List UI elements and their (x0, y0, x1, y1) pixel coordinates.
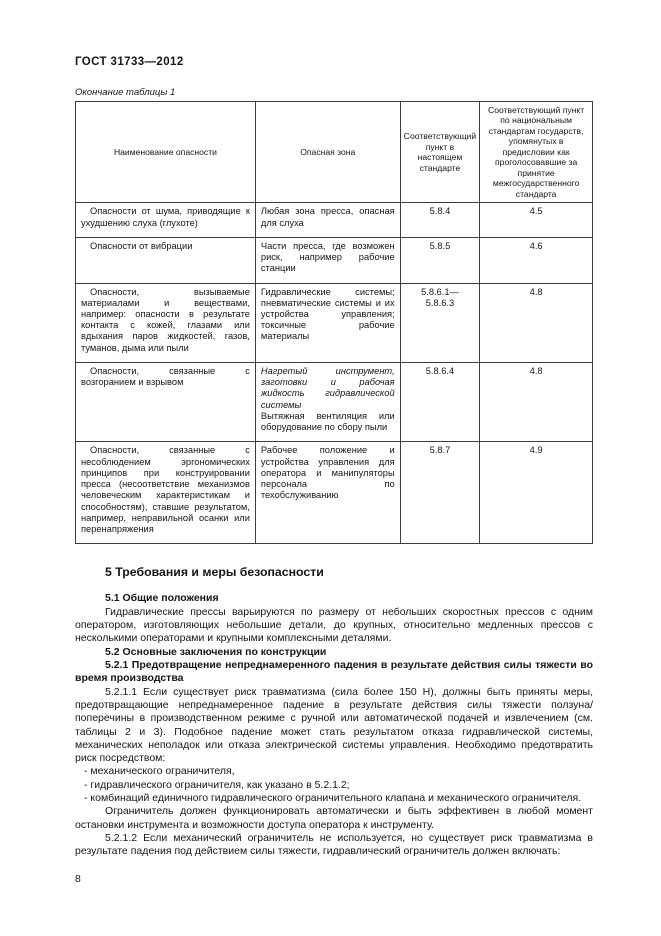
list-item-hydraulic-limiter: - гидравлического ограничителя, как указано в 5.2.1.2; (84, 778, 350, 791)
standard-number-heading: ГОСТ 31733—2012 (75, 56, 184, 68)
clause-cell: 5.8.6.1— 5.8.6.3 (400, 283, 480, 362)
table-row (76, 237, 593, 283)
clause-cell: 5.8.4 (400, 203, 480, 237)
section-5-title: 5 Требования и меры безопасности (105, 565, 324, 580)
table-row (76, 203, 593, 237)
zone-cell (255, 362, 400, 441)
national-clause-cell: 4.5 (480, 203, 593, 237)
national-clause-cell: 4.9 (480, 442, 593, 544)
list-item-combined-limiter: - комбинаций единичного гидравлического ограничительного клапана и механического ограничителя. (84, 792, 582, 805)
col-header-national-clause: Соответствующий пункт по национальным стандартам государств, упомянутых в предисловии как проголосовавшие за принятие межгосударственного стандарта (480, 102, 593, 203)
national-clause-cell: 4.8 (480, 283, 593, 362)
subsection-5-1-title: 5.1 Общие положения (105, 592, 219, 605)
hazard-cell: Опасности от шума, приводящие к ухудшению слуха (глухоте) (76, 203, 256, 237)
hazards-table (75, 101, 593, 544)
table-caption: Окончание таблицы 1 (75, 87, 176, 98)
paragraph-5-2-1-2: 5.2.1.2 Если механический ограничитель не используется, но существует риск травматизма в результате падения под действием силы тяжести, гидравлический ограничитель должен включать: (75, 832, 593, 858)
clause-cell: 5.8.6.4 (400, 362, 480, 441)
col-header-hazard-name: Наименование опасности (76, 102, 256, 203)
zone-cell: Гидравлические системы; пневматические системы и их устройства управления; токсичные рабочие материалы (255, 283, 400, 362)
subsection-5-2-title: 5.2 Основные заключения по конструкции (105, 645, 327, 658)
national-clause-cell: 4.6 (480, 237, 593, 283)
table-row (76, 362, 593, 441)
zone-cell: Рабочее положение и устройства управления для оператора и манипуляторы персонала по техобслуживанию (255, 442, 400, 544)
table-row (76, 283, 593, 362)
paragraph-limiter-function: Ограничитель должен функционировать автоматически и быть эффективен в любой момент остановки инструмента и возможности доступа оператора к инструменту. (75, 805, 593, 831)
national-clause-cell: 4.8 (480, 362, 593, 441)
table-header-row (76, 102, 593, 203)
hazard-cell: Опасности, связанные с несоблюдением эргономических принципов при конструировании пресса (несоответствие механизмов человеческим характеристикам и способностям), ставшие результатом, например, неправильной осанки или перенапряжения (76, 442, 256, 544)
zone-cell: Части пресса, где возможен риск, например рабочие станции (255, 237, 400, 283)
zone-cell: Любая зона пресса, опасная для слуха (255, 203, 400, 237)
hazard-cell: Опасности, связанные с возгоранием и взрывом (76, 362, 256, 441)
page-number: 8 (75, 872, 81, 885)
paragraph-5-1-body: Гидравлические прессы варьируются по размеру от небольших скоростных прессов с одним оператором, изготовляющих небольшие детали, до крупных, относительно медленных прессов с несколькими операторами и крупными комплексными деталями. (75, 605, 593, 645)
subsection-5-2-1-title: 5.2.1 Предотвращение непреднамеренного падения в результате действия силы тяжести во время производства (75, 658, 593, 685)
paragraph-5-2-1-1: 5.2.1.1 Если существует риск травматизма (сила более 150 Н), должны быть приняты меры, предотвращающие непреднамеренное падение в результате действия силы тяжести ползуна/поперечины в производственном режиме с ручной или автоматической подачей и извлечением (см. таблицы 2 и 3). Подобное падение может стать результатом отказа гидравлической системы, механических неполадок или отказа электрической системы управления. Необходимо предотвратить риск посредством: (75, 685, 593, 765)
clause-cell: 5.8.5 (400, 237, 480, 283)
table-row (76, 442, 593, 544)
zone-italic-text: Нагретый инструмент, заготовки и рабочая жидкость гидравлической системы (260, 365, 395, 410)
col-header-hazard-zone: Опасная зона (255, 102, 400, 203)
list-item-mechanical-limiter: - механического ограничителя, (84, 765, 235, 778)
hazard-cell: Опасности, вызываемые материалами и веществами, например: опасности в результате контакта с кожей, глазами или вдыхания паров жидкостей, газов, туманов, дыма или пыли (76, 283, 256, 362)
clause-cell: 5.8.7 (400, 442, 480, 544)
zone-text: Вытяжная вентиляция или оборудование по сбору пыли (260, 410, 395, 433)
page-content (75, 56, 593, 885)
col-header-standard-clause: Соответствующий пункт в настоящем стандарте (400, 102, 480, 203)
hazard-cell: Опасности от вибрации (76, 237, 256, 283)
